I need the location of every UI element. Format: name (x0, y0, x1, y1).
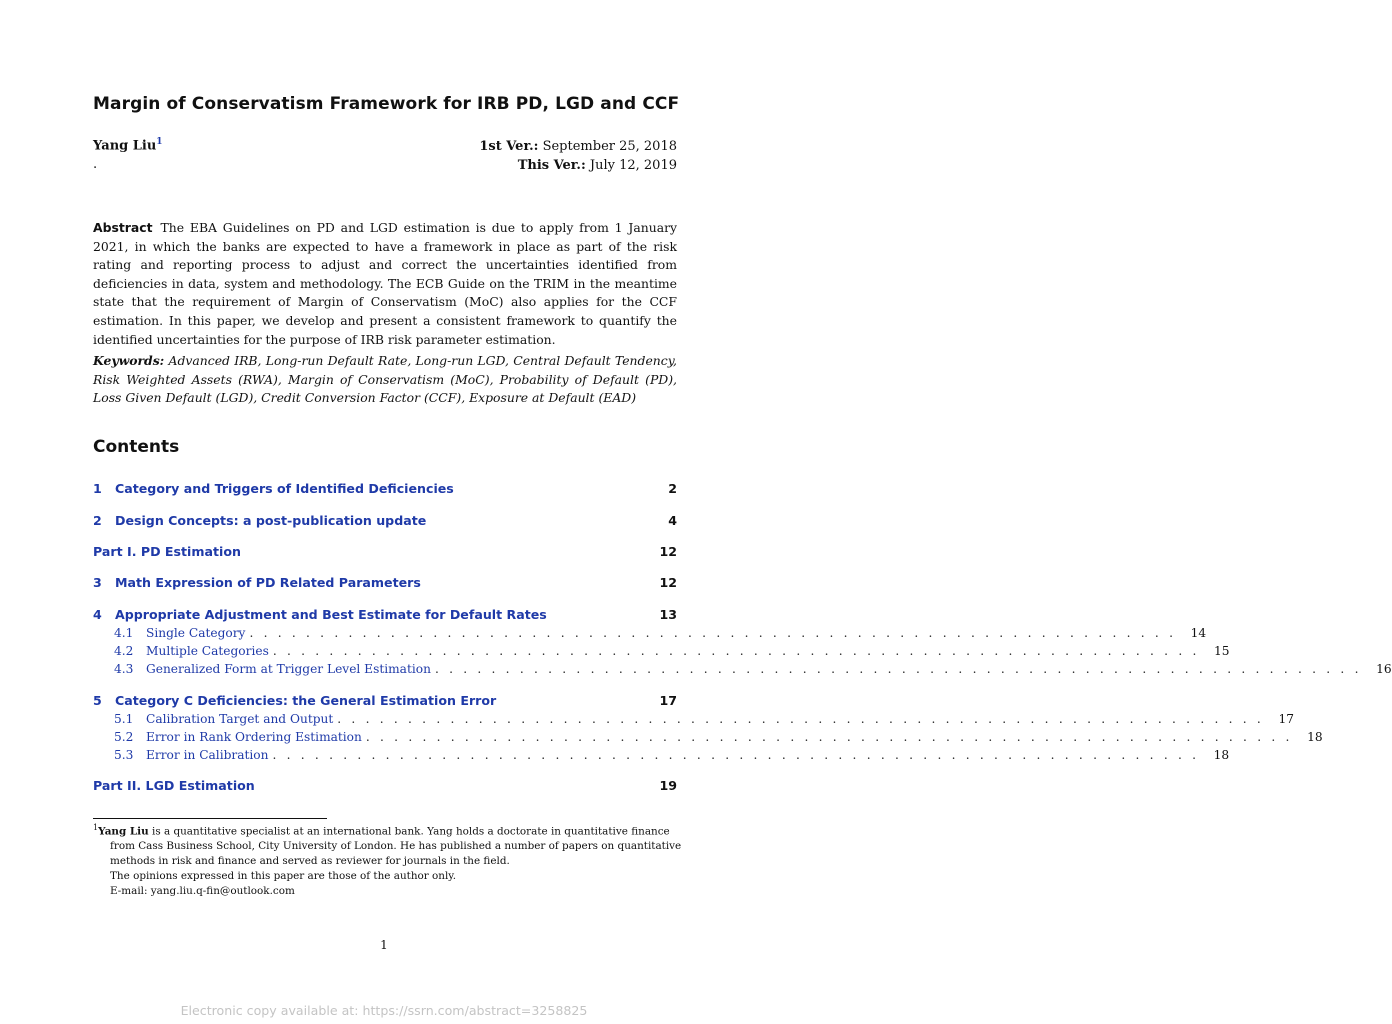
toc-entry-number: 4 (93, 607, 102, 622)
toc-entry[interactable] (93, 575, 677, 590)
toc-dot-leader: . . . . . . . . . . . . . . . . . . . . . . . . . . . . . . . . . . . . . . . . . . . . . . . . . . . . . . . . . . . . . . . . . . (365, 730, 1293, 744)
footnote-line: The opinions expressed in this paper are those of the author only. (110, 869, 457, 882)
toc-subentry-number: 5.2 (114, 730, 134, 744)
footnote-author-name: Yang Liu (98, 825, 149, 838)
toc-subentry-number: 5.1 (114, 712, 134, 726)
footnote-mark: 1 (93, 823, 99, 832)
toc-entry-title: Category C Deficiencies: the General Estimation Error (115, 693, 497, 708)
version-first (479, 137, 677, 156)
toc-dot-leader: . . . . . . . . . . . . . . . . . . . . . . . . . . . . . . . . . . . . . . . . . . . . . . . . . . . . . . . . . . . . . . . . . . (272, 644, 1200, 658)
toc-subentry-number: 4.3 (114, 662, 134, 676)
toc-entry-page: 13 (659, 607, 677, 622)
toc-entry[interactable] (93, 513, 677, 528)
toc-subentry[interactable] (114, 626, 1207, 640)
toc-subentry-title: Error in Calibration (146, 748, 269, 762)
toc-subentry-page: 15 (1214, 644, 1230, 658)
version-first-label: 1st Ver.: (479, 139, 539, 154)
footnote-email: E-mail: yang.liu.q-fin@outlook.com (110, 884, 295, 897)
toc-subentry-title: Single Category (146, 626, 246, 640)
toc-entry-title: Part II. LGD Estimation (93, 778, 255, 793)
toc-subentry[interactable] (114, 644, 1230, 658)
toc-subentry[interactable] (114, 748, 1230, 762)
footnote-line: methods in risk and finance and served as reviewer for journals in the field. (110, 855, 510, 868)
keywords (93, 352, 677, 408)
toc-subentry-number: 4.1 (114, 626, 134, 640)
toc-subentry[interactable] (114, 730, 1323, 744)
toc-dot-leader: . . . . . . . . . . . . . . . . . . . . . . . . . . . . . . . . . . . . . . . . . . . . . . . . . . . . . . . . . . . . . . . . . . (249, 626, 1177, 640)
version-first-date: September 25, 2018 (542, 139, 677, 154)
paper-title: Margin of Conservatism Framework for IRB PD, LGD and CCF (93, 94, 680, 114)
toc-part-entry[interactable] (93, 544, 677, 559)
toc-subentry-page: 14 (1190, 626, 1207, 640)
toc-entry[interactable] (93, 607, 677, 622)
toc-subentry-page: 16 (1376, 662, 1392, 676)
toc-subentry-number: 4.2 (114, 644, 134, 658)
toc-entry-title: Appropriate Adjustment and Best Estimate for Default Rates (115, 607, 547, 622)
author-affiliation-dot: . (93, 157, 98, 172)
toc-subentry-title: Multiple Categories (146, 644, 269, 658)
toc-subentry-title: Error in Rank Ordering Estimation (146, 730, 362, 744)
toc-dot-leader: . . . . . . . . . . . . . . . . . . . . . . . . . . . . . . . . . . . . . . . . . . . . . . . . . . . . . . . . . . . . . . . . . . (434, 662, 1362, 676)
version-current-date: July 12, 2019 (589, 158, 677, 173)
toc-entry-title: Math Expression of PD Related Parameters (115, 575, 421, 590)
ssrn-watermark: Electronic copy available at: https://ssrn.com/abstract=3258825 (180, 1003, 588, 1018)
toc-entry-number: 5 (93, 693, 102, 708)
version-current (479, 156, 677, 175)
footnote-line: from Cass Business School, City University of London. He has published a number of papers on quantitative (110, 840, 682, 853)
toc-entry-page: 19 (659, 778, 677, 793)
toc-entry-title: Part I. PD Estimation (93, 544, 241, 559)
abstract-text: The EBA Guidelines on PD and LGD estimation is due to apply from 1 January 2021, in which the banks are expected to have a framework in place as part of the risk rating and reporting process to adjust and correct the uncertainties identified from deficiencies in data, system and methodology. The ECB Guide on the TRIM in the meantime state that the requirement of Margin of Conservatism (MoC) also applies for the CCF estimation. In this paper, we develop and present a consistent framework to quantify the identified uncertainties for the purpose of IRB risk parameter estimation. (93, 220, 677, 347)
toc-entry-title: Design Concepts: a post-publication update (115, 513, 427, 528)
toc-entry-number: 1 (93, 481, 102, 496)
toc-entry-title: Category and Triggers of Identified Deficiencies (115, 481, 454, 496)
toc-subentry-page: 17 (1278, 712, 1294, 726)
contents-heading: Contents (93, 437, 180, 457)
toc-subentry-title: Generalized Form at Trigger Level Estimation (146, 662, 431, 676)
toc-subentry-page: 18 (1307, 730, 1323, 744)
toc-dot-leader: . . . . . . . . . . . . . . . . . . . . . . . . . . . . . . . . . . . . . . . . . . . . . . . . . . . . . . . . . . . . . . . . . . (337, 712, 1264, 726)
toc-entry-page: 17 (659, 693, 677, 708)
toc-entry-page: 12 (659, 575, 677, 590)
author-footnote-mark[interactable]: 1 (156, 137, 163, 147)
toc-subentry[interactable] (114, 662, 1392, 676)
version-info (479, 137, 677, 175)
toc-entry-number: 2 (93, 513, 102, 528)
toc-part-entry[interactable] (93, 778, 677, 793)
footnote (93, 821, 683, 898)
toc-entry-page: 12 (659, 544, 677, 559)
abstract-heading: Abstract (93, 220, 153, 235)
toc-subentry[interactable] (114, 712, 1294, 726)
toc-entry-number: 3 (93, 575, 102, 590)
toc-subentry-title: Calibration Target and Output (146, 712, 334, 726)
toc-entry-page: 2 (668, 481, 677, 496)
abstract (93, 219, 677, 349)
version-current-label: This Ver.: (517, 158, 586, 173)
toc-subentry-number: 5.3 (114, 748, 134, 762)
keywords-text: Advanced IRB, Long-run Default Rate, Long-run LGD, Central Default Tendency, Risk Weighted Assets (RWA), Margin of Conservatism (MoC), Probability of Default (PD), Loss Given Default (LGD), Credit Conversion Factor (CCF), Exposure at Default (EAD) (93, 353, 677, 406)
toc-entry-page: 4 (668, 513, 677, 528)
keywords-heading: Keywords: (93, 353, 165, 368)
toc-dot-leader: . . . . . . . . . . . . . . . . . . . . . . . . . . . . . . . . . . . . . . . . . . . . . . . . . . . . . . . . . . . . . . . . . . (272, 748, 1200, 762)
toc-subentry-page: 18 (1213, 748, 1230, 762)
author-name: Yang Liu (93, 138, 157, 154)
page-number: 1 (380, 938, 388, 952)
toc-entry[interactable] (93, 693, 677, 708)
toc-entry[interactable] (93, 481, 677, 496)
footnote-rule (93, 818, 327, 819)
footnote-line: is a quantitative specialist at an international bank. Yang holds a doctorate in quantitative finance (152, 825, 670, 838)
